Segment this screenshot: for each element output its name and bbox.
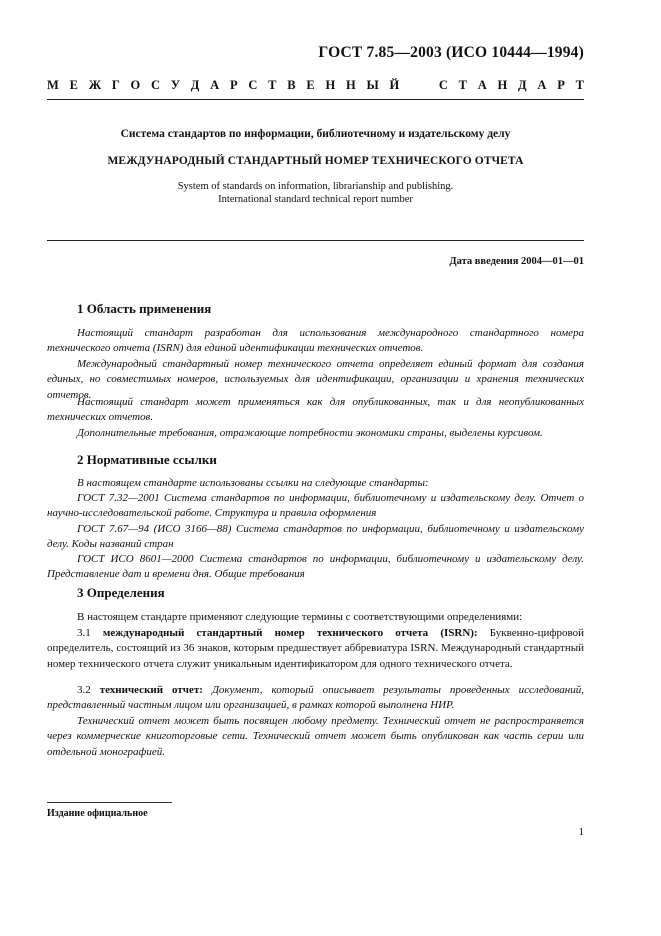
banner-letter: Д <box>518 78 527 92</box>
title-en-line-2: International standard technical report number <box>218 193 413 205</box>
definition-technical-report <box>47 683 584 714</box>
scope-paragraph-3: Настоящий стандарт может применяться как для опубликованных, так и для неопубликованных технических отчетов. <box>47 396 584 424</box>
definition-isrn-text: Буквенно-цифровой определитель, состоящий из 36 знаков, которым предшествует аббревиатура ISRN. Международный стандартный номер технического отчета служит уникальным идентификатором для одного технического отчета. <box>47 627 585 670</box>
definition-report-term: технический отчет: <box>99 684 203 696</box>
banner-letter: О <box>130 78 141 92</box>
title-en-line-1: System of standards on information, librarianship and publishing. <box>177 181 454 192</box>
banner-letter: С <box>151 78 161 92</box>
document-title-ru: МЕЖДУНАРОДНЫЙ СТАНДАРТНЫЙ НОМЕР ТЕХНИЧЕСКОГО ОТЧЕТА <box>107 155 524 167</box>
banner-letter: М <box>47 78 59 92</box>
interstate-standard-banner <box>47 78 584 93</box>
scope-paragraph-4: Дополнительные требования, отражающие потребности экономики страны, выделены курсивом. <box>77 427 543 439</box>
banner-letter: Й <box>389 78 400 92</box>
banner-letter: Н <box>497 78 508 92</box>
banner-letter: Т <box>458 78 467 92</box>
page-number: 1 <box>578 826 584 838</box>
banner-letter: А <box>210 78 220 92</box>
section-heading-normative-references: 2 Нормативные ссылки <box>77 452 217 467</box>
section-heading-definitions: 3 Определения <box>77 585 165 600</box>
definition-isrn-number: 3.1 <box>77 627 103 639</box>
scope-paragraph-2: Международный стандартный номер технического отчета определяет единый формат для создания единых, но совместимых номеров, используемых для идентификации, организации и хранения технических отчетов. <box>47 358 584 401</box>
banner-letter: Т <box>268 78 277 92</box>
references-paragraph-2: ГОСТ 7.32—2001 Система стандартов по информации, библиотечному и издательскому делу. Отчет о научно-исследовательской работе. Структура и правила оформления <box>47 492 584 520</box>
section-heading-scope: 1 Область применения <box>77 301 212 316</box>
banner-letter: Е <box>69 78 78 92</box>
top-rule <box>47 99 584 100</box>
document-title-en <box>47 181 584 206</box>
banner-letter: Р <box>229 78 238 92</box>
definition-report-text: Документ, который описывает результаты проведенных исследований, представленный частным лицом или организацией, в рамках которой выполнена НИР. <box>47 684 584 712</box>
definitions-paragraph-4: Технический отчет может быть посвящен любому предмету. Технический отчет не распространяется через коммерческие книготорговые сети. Технический отчет может быть опубликован как часть серии или отдельной монографией. <box>47 715 584 758</box>
references-paragraph-4: ГОСТ ИСО 8601—2000 Система стандартов по информации, библиотечному и издательскому делу. Представление дат и времени дня. Общие требования <box>47 553 584 581</box>
banner-letter: Е <box>306 78 315 92</box>
banner-letter: Д <box>190 78 200 92</box>
header-rule <box>47 240 584 241</box>
banner-letter: С <box>438 78 448 92</box>
banner-letter: А <box>537 78 547 92</box>
introduction-date: Дата введения 2004—01—01 <box>449 256 584 267</box>
footer-rule <box>47 802 172 803</box>
references-paragraph-3: ГОСТ 7.67—94 (ИСО 3166—88) Система стандартов по информации, библиотечному и издательскому делу. Коды названий стран <box>47 523 584 551</box>
banner-letter: С <box>248 78 258 92</box>
banner-letter: Н <box>346 78 356 92</box>
banner-letter: У <box>170 78 181 92</box>
scope-paragraph-1: Настоящий стандарт разработан для использования международного стандартного номера технического отчета (ISRN) для единой идентификации технических отчетов. <box>47 327 584 355</box>
banner-word-gap <box>410 78 428 93</box>
banner-letter: Ы <box>366 78 379 92</box>
definition-isrn <box>47 626 584 672</box>
document-code: ГОСТ 7.85—2003 (ИСО 10444—1994) <box>318 44 584 61</box>
banner-letter: В <box>287 78 296 92</box>
banner-letter: Г <box>111 78 120 92</box>
references-paragraph-1: В настоящем стандарте использованы ссылки на следующие стандарты: <box>77 477 429 489</box>
banner-letter: А <box>477 78 487 92</box>
definition-report-number: 3.2 <box>77 684 100 696</box>
standards-series-title: Система стандартов по информации, библиотечному и издательскому делу <box>120 128 511 140</box>
banner-letter: Т <box>575 78 584 92</box>
definitions-paragraph-1: В настоящем стандарте применяют следующие термины с соответствующими определениями: <box>77 611 523 623</box>
banner-letter: Ж <box>88 78 102 92</box>
official-edition-label: Издание официальное <box>47 808 148 819</box>
definition-isrn-term: международный стандартный номер технического отчета (ISRN): <box>102 627 478 639</box>
banner-letter: Р <box>557 78 565 92</box>
banner-letter: Н <box>325 78 336 92</box>
